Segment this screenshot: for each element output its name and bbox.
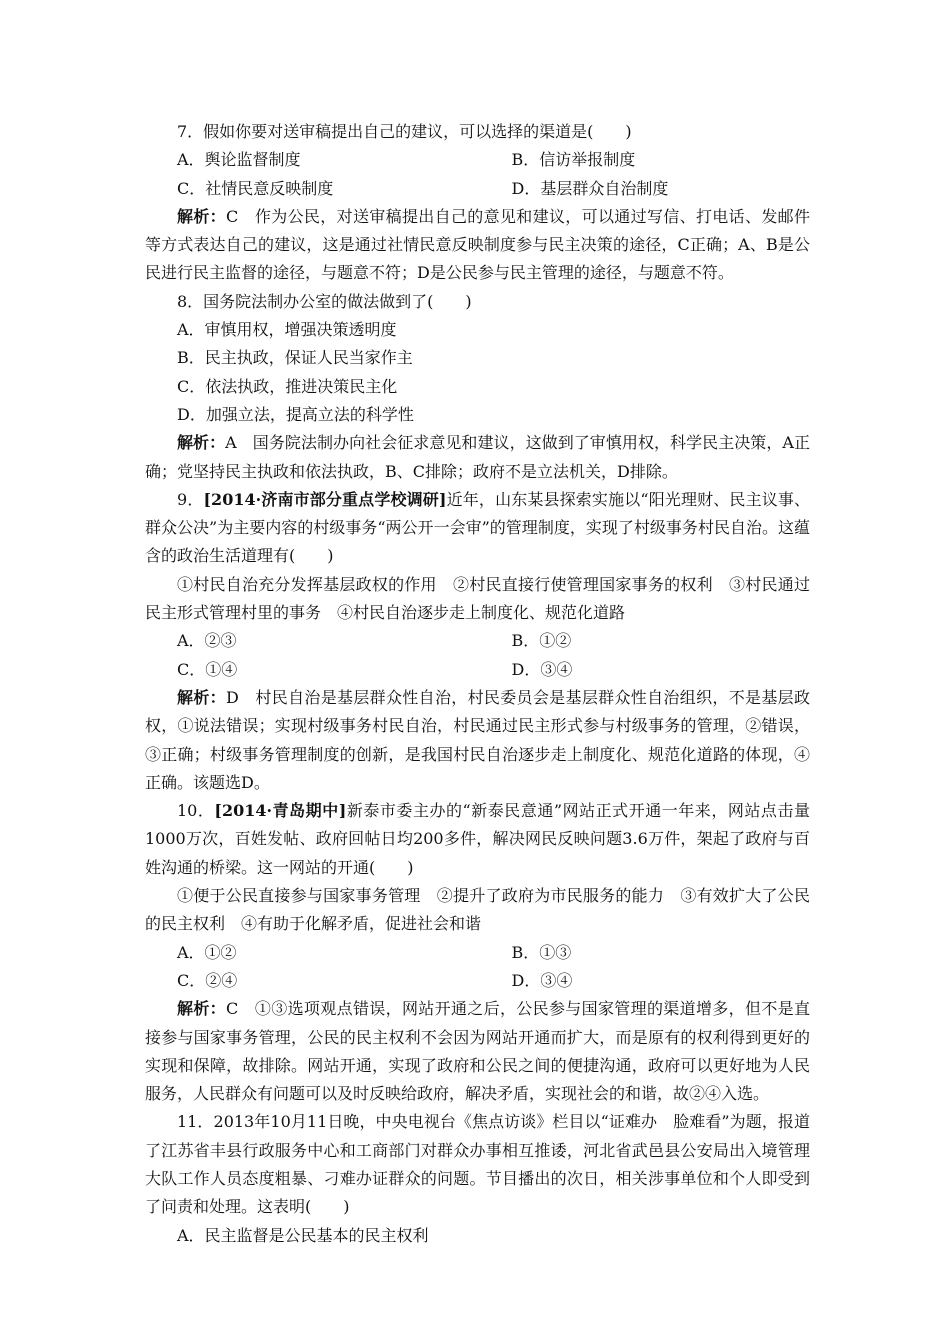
analysis-label: 解析： [177,433,226,453]
question-7-options-row-1 [145,146,810,174]
question-8-option-a: A．审慎用权，增强决策透明度 [177,320,397,340]
analysis-label: 解析： [177,687,226,707]
question-source: [2014·青岛期中] [214,801,347,821]
question-10-stem [145,797,810,882]
question-10-statements: ①便于公民直接参与国家事务管理 ②提升了政府为市民服务的能力 ③有效扩大了公民的民主权利 ④有助于化解矛盾，促进社会和谐 [145,886,810,934]
question-8-analysis [145,429,810,486]
question-9-option-c: C．①④ [177,659,238,679]
question-10-option-b: B．①③ [511,942,572,962]
question-number: 10． [177,801,215,821]
question-9-option-d: D．③④ [511,659,573,679]
question-number: 9． [177,489,204,509]
question-7-options-row-2 [145,175,810,203]
question-10-options-row-1 [145,939,810,967]
document-page [145,118,810,1250]
analysis-text: A 国务院法制办向社会征求意见和建议，这做到了审慎用权，科学民主决策，A正确；党坚持民主执政和依法执政，B、C排除；政府不是立法机关，D排除。 [145,433,810,481]
analysis-text: C ①③选项观点错误，网站开通之后，公民参与国家管理的渠道增多，但不是直接参与国家事务管理，公民的民主权利不会因为网站开通而扩大，而是原有的权利得到更好的实现和保障，故排除。网站开通，实现了政府和公民之间的便捷沟通，政府可以更好地为人民服务，人民群众有问题可以及时反映给政府，解决矛盾，实现社会的和谐，故②④入选。 [145,999,810,1104]
question-9-option-a: A．②③ [177,631,237,651]
question-8-option-b: B．民主执政，保证人民当家作主 [177,348,413,368]
question-10-options-row-2 [145,967,810,995]
analysis-text: D 村民自治是基层群众性自治，村民委员会是基层群众性自治组织，不是基层政权，①说法错误；实现村级事务村民自治，村民通过民主形式参与村级事务的管理，②错误，③正确；村级事务管理制度的创新，是我国村民自治逐步走上制度化、规范化道路的体现，④正确。该题选D。 [145,687,810,792]
analysis-text: C 作为公民，对送审稿提出自己的意见和建议，可以通过写信、打电话、发邮件等方式表达自己的建议，这是通过社情民意反映制度参与民主决策的途径，C正确；A、B是公民进行民主监督的途径，与题意不符；D是公民参与民主管理的途径，与题意不符。 [145,206,810,283]
question-8-option-d: D．加强立法，提高立法的科学性 [177,404,414,424]
question-11-stem: 11．2013年10月11日晚，中央电视台《焦点访谈》栏目以“证难办 脸难看”为题，报道了江苏省丰县行政服务中心和工商部门对群众办事相互推诿，河北省武邑县公安局出入境管理大队工作人员态度粗暴、刁难办证群众的问题。节目播出的次日，相关涉事单位和个人即受到了问责和处理。这表明( ) [145,1112,810,1217]
question-7-stem: 7．假如你要对送审稿提出自己的建议，可以选择的渠道是( ) [177,122,632,141]
question-10-option-c: C．②④ [177,970,238,990]
question-source: [2014·济南市部分重点学校调研] [203,489,447,509]
question-10-option-a: A．①② [177,942,237,962]
question-9-stem [145,486,810,571]
question-9-analysis [145,684,810,797]
question-9-option-b: B．①② [511,631,572,651]
question-7-option-d: D．基层群众自治制度 [511,178,669,198]
question-7-option-a: A．舆论监督制度 [177,150,301,170]
question-9-statements: ①村民自治充分发挥基层政权的作用 ②村民直接行使管理国家事务的权利 ③村民通过民主形式管理村里的事务 ④村民自治逐步走上制度化、规范化道路 [145,574,810,623]
question-10-option-d: D．③④ [511,970,573,990]
question-text: 近年，山东某县探索实施以“阳光理财、民主议事、群众公决”为主要内容的村级事务“两公开一会审”的管理制度，实现了村级事务村民自治。这蕴含的政治生活道理有( ) [145,489,811,566]
question-8-option-c: C．依法执政，推进决策民主化 [177,376,398,396]
question-11-option-a: A．民主监督是公民基本的民主权利 [177,1225,429,1245]
question-10-analysis [145,995,810,1108]
analysis-label: 解析： [177,999,227,1019]
question-9-options-row-2 [145,656,810,684]
question-8-stem: 8．国务院法制办公室的做法做到了( ) [177,291,472,311]
analysis-label: 解析： [177,206,227,226]
question-7-option-b: B．信访举报制度 [511,150,636,170]
question-text: 新泰市委主办的“新泰民意通”网站正式开通一年来，网站点击量1000万次，百姓发帖、政府回帖日均200多件，解决网民反映问题3.6万件，架起了政府与百姓沟通的桥梁。这一网站的开通( ) [145,801,810,877]
question-7-option-c: C．社情民意反映制度 [177,178,334,198]
question-9-options-row-1 [145,627,810,655]
question-7-analysis [145,203,810,288]
